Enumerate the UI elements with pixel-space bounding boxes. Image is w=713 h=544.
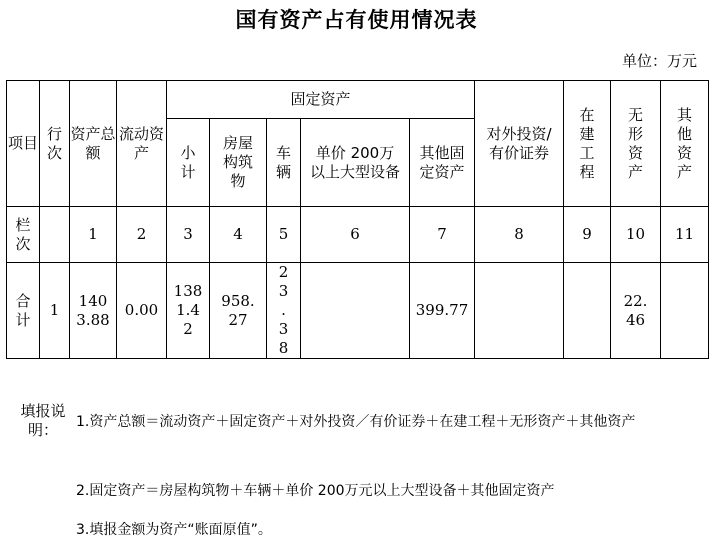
column-number: 8 [475, 207, 564, 263]
note-item: 3.填报金额为资产“账面原值”。 [76, 522, 272, 538]
vehicles-value: 23.38 [267, 263, 301, 359]
other-fixed-value: 399.77 [410, 263, 475, 359]
column-number: 1 [70, 207, 117, 263]
header-fixed-assets: 固定资产 [167, 81, 475, 119]
header-item: 项目 [7, 81, 40, 207]
header-subtotal: 小计 [167, 119, 210, 207]
column-number: 7 [410, 207, 475, 263]
header-current-assets: 流动资产 [117, 81, 167, 207]
subtotal-value: 1381.42 [167, 263, 210, 359]
total-row-no: 1 [40, 263, 70, 359]
large-equipment-value [301, 263, 410, 359]
header-row-no: 行次 [40, 81, 70, 207]
header-vehicles: 车辆 [267, 119, 301, 207]
column-number: 2 [117, 207, 167, 263]
header-large-equipment: 单价 200万以上大型设备 [301, 119, 410, 207]
column-number-row [7, 207, 709, 263]
total-row [7, 263, 709, 359]
column-number: 5 [267, 207, 301, 263]
column-number: 4 [210, 207, 267, 263]
asset-table [6, 80, 709, 359]
notes-label: 填报说明： [20, 402, 66, 439]
page-title: 国有资产占有使用情况表 [235, 8, 478, 32]
header-total-assets: 资产总额 [70, 81, 117, 207]
other-assets-value [661, 263, 709, 359]
header-row-1 [7, 81, 709, 119]
current-assets-value: 0.00 [117, 263, 167, 359]
column-number: 3 [167, 207, 210, 263]
note-item: 2.固定资产＝房屋构筑物＋车辆＋单价 200万元以上大型设备＋其他固定资产 [76, 483, 555, 499]
header-construction: 在建工程 [564, 81, 611, 207]
column-number: 9 [564, 207, 611, 263]
column-number: 11 [661, 207, 709, 263]
total-row-label: 合计 [7, 263, 40, 359]
total-assets-value: 1403.88 [70, 263, 117, 359]
column-number-empty [40, 207, 70, 263]
column-number: 6 [301, 207, 410, 263]
header-buildings: 房屋构筑物 [210, 119, 267, 207]
header-other-fixed: 其他固定资产 [410, 119, 475, 207]
unit-label: 单位：万元 [621, 52, 697, 70]
header-intangible: 无形资产 [611, 81, 661, 207]
header-other-assets: 其他资产 [661, 81, 709, 207]
intangible-value: 22.46 [611, 263, 661, 359]
header-investments: 对外投资/有价证券 [475, 81, 564, 207]
column-row-label: 栏次 [7, 207, 40, 263]
buildings-value: 958.27 [210, 263, 267, 359]
column-number: 10 [611, 207, 661, 263]
note-item: 1.资产总额＝流动资产＋固定资产＋对外投资／有价证券＋在建工程＋无形资产＋其他资产 [76, 414, 636, 430]
construction-value [564, 263, 611, 359]
investments-value [475, 263, 564, 359]
